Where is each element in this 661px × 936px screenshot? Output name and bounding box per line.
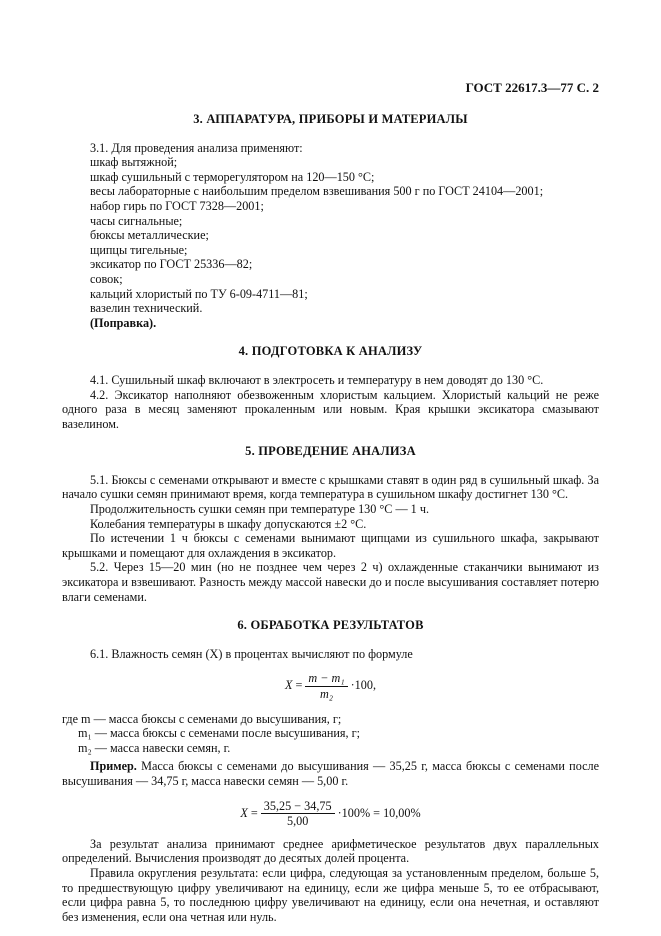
rounding-rules: Правила округления результата: если цифра, следующая за установленным пределом, больше 5, то предшествующую цифру увеличивают на единицу, если же цифра меньше 5, то ее отбрасывают, если цифра равна 5, то последнюю цифру увеличивают на единицу, если она нечетная, и оставляют без изменения, если она четная или нуль. <box>62 865 599 924</box>
paragraph-5-1-cont: По истечении 1 ч бюксы с семенами вынимают щипцами из сушильного шкафа, закрывают крышками и помещают для охлаждения в эксикатор. <box>62 531 599 560</box>
definition-m2: m₂ — масса навески семян, г. <box>78 740 231 755</box>
section-6-title: 6. ОБРАБОТКА РЕЗУЛЬТАТОВ <box>237 618 424 633</box>
formula-denominator: 5,00 <box>286 814 309 829</box>
section-3-title: 3. АППАРАТУРА, ПРИБОРЫ И МАТЕРИАЛЫ <box>193 112 468 126</box>
formula-fraction <box>261 799 335 829</box>
formula-lhs: X <box>284 678 293 693</box>
formula-denominator: m₂ <box>319 687 334 701</box>
paragraph-4-2: 4.2. Эксикатор наполняют обезвоженным хлористым кальцием. Хлористый кальций не реже одного раза в месяц заменяют прокаленным или новым. Края крышки эксикатора смазывают вазелином. <box>62 387 599 431</box>
formula-equals: = <box>295 678 303 693</box>
list-item: часы сигнальные; <box>90 213 183 228</box>
drying-duration: Продолжительность сушки семян при температуре 130 °С — 1 ч. <box>90 502 429 517</box>
list-item: набор гирь по ГОСТ 7328—2001; <box>90 198 264 213</box>
definition-m1: m₁ — масса бюксы с семенами после высушивания, г; <box>78 726 360 741</box>
section-3-intro: 3.1. Для проведения анализа применяют: <box>90 140 303 155</box>
list-item: кальций хлористый по ТУ 6-09-4711—81; <box>90 286 308 301</box>
list-item: эксикатор по ГОСТ 25336—82; <box>90 257 253 272</box>
example-formula <box>62 799 599 829</box>
document-body <box>62 110 599 924</box>
result-paragraph: За результат анализа принимают среднее арифметическое результатов двух параллельных определений. Вычисления производят до десятых долей процента. <box>62 836 599 866</box>
formula-lhs: X <box>240 805 248 820</box>
list-item: шкаф сушильный с терморегулятором на 120—150 °С; <box>90 169 375 184</box>
paragraph-5-2: 5.2. Через 15—20 мин (но не позднее чем через 2 ч) охлажденные стаканчики вынимают из эксикатора и взвешивают. Разность между массой навески до и после высушивания составляет потерю влаги семенами. <box>62 560 599 604</box>
formula-equals: = <box>250 805 258 820</box>
list-item: щипцы тигельные; <box>90 242 188 257</box>
list-item: совок; <box>90 271 123 286</box>
page-header: ГОСТ 22617.3—77 С. 2 <box>465 80 599 95</box>
example-paragraph <box>62 759 599 788</box>
formula-fraction <box>305 671 347 701</box>
list-item: шкаф вытяжной; <box>90 155 178 170</box>
definition-m: где m — масса бюксы с семенами до высушивания, г; <box>62 711 342 726</box>
list-item: весы лабораторные с наибольшим пределом взвешивания 500 г по ГОСТ 24104—2001; <box>90 184 544 199</box>
list-item: вазелин технический. <box>90 301 203 316</box>
example-label: Пример. <box>90 759 137 774</box>
formula-tail: ·100% = 10,00% <box>337 805 421 820</box>
variable-definitions <box>62 712 599 756</box>
section-5-title: 5. ПРОВЕДЕНИЕ АНАЛИЗА <box>245 444 416 459</box>
section-4-title: 4. ПОДГОТОВКА К АНАЛИЗУ <box>238 344 423 359</box>
equipment-list <box>62 155 599 330</box>
paragraph-6-1: 6.1. Влажность семян (X) в процентах вычисляют по формуле <box>90 646 413 661</box>
formula-numerator: 35,25 − 34,75 <box>261 799 335 815</box>
formula-numerator: m − m₁ <box>305 671 347 687</box>
list-item: бюксы металлические; <box>90 228 209 243</box>
paragraph-4-1: 4.1. Сушильный шкаф включают в электросеть и температуру в нем доводят до 130 °С. <box>90 372 544 387</box>
temperature-tolerance: Колебания температуры в шкафу допускаются ±2 °С. <box>90 516 367 531</box>
paragraph-5-1: 5.1. Бюксы с семенами открывают и вместе с крышками ставят в один ряд в сушильный шкаф. За начало сушки семян принимают время, когда температура в сушильном шкафу достигнет 130 °С. <box>62 472 599 502</box>
formula-tail: ·100, <box>350 678 377 693</box>
example-text: Масса бюксы с семенами до высушивания — 35,25 г, масса бюксы с семенами после высушивания — 34,75 г, масса навески семян — 5,00 г. <box>62 759 599 788</box>
amendment-note: (Поправка). <box>90 315 157 330</box>
moisture-formula <box>62 671 599 701</box>
